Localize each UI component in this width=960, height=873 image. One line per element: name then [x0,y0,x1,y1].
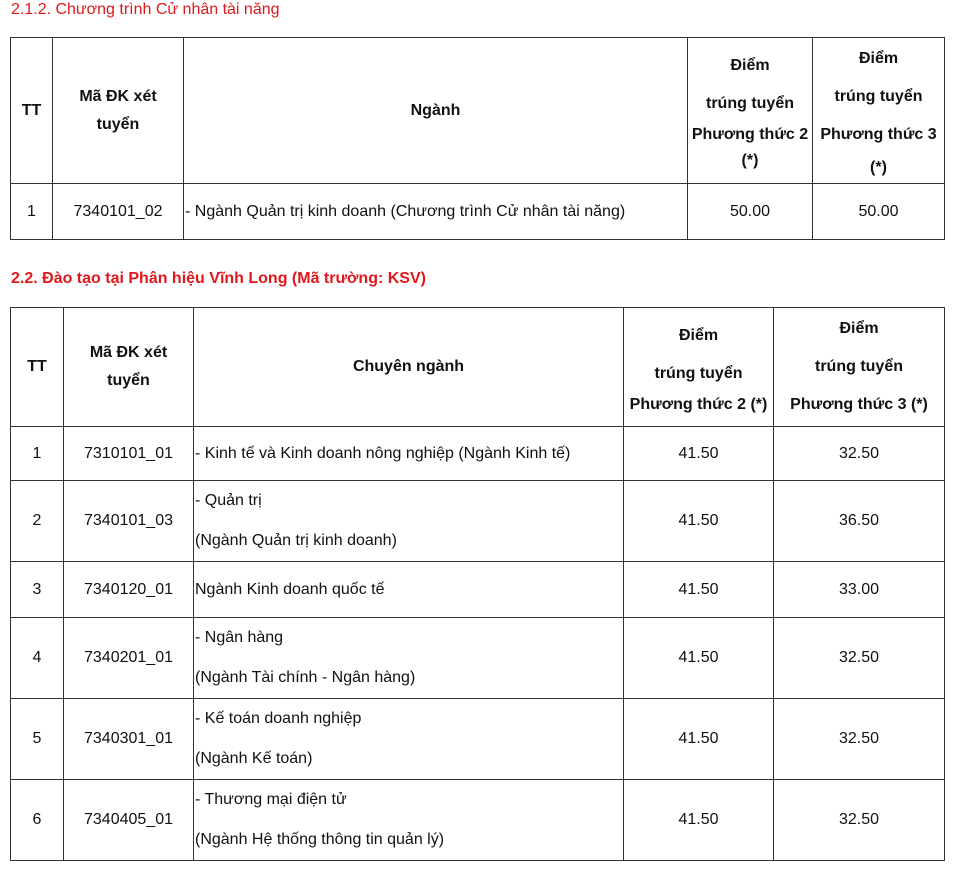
header-line: (*) [741,151,759,169]
major-line: (Ngành Kế toán) [195,750,313,767]
cell-score-method2: 41.50 [624,562,774,618]
major-line: - Ngân hàng [195,629,284,646]
header-line: Điểm [839,320,879,337]
section-heading-talent-program: 2.1.2. Chương trình Cử nhân tài năng [11,1,280,18]
cell-major [194,780,624,861]
table-row [11,780,945,861]
major-line: - Quản trị [195,492,262,509]
header-line: trúng tuyển [706,94,794,112]
cell-score-method2: 41.50 [624,618,774,699]
cell-code: 7310101_01 [64,427,194,481]
cell-score-method3: 32.50 [774,427,945,481]
header-line: Điểm [858,49,899,67]
talent-program-table [10,37,945,240]
cell-tt: 4 [11,618,64,699]
major-line: - Kế toán doanh nghiệp [195,710,362,727]
section-heading-vinh-long: 2.2. Đào tạo tại Phân hiệu Vĩnh Long (Mã trường: KSV) [11,270,426,287]
table-row [11,699,945,780]
header-line: Điểm [678,327,719,344]
header-line: Phương thức 2 (*) [629,396,768,413]
vinh-long-table [10,307,945,861]
header-method2 [688,38,813,184]
cell-score-method3: 33.00 [774,562,945,618]
header-code-line: Mã ĐK xét [79,87,157,105]
header-line: trúng tuyển [654,365,743,382]
cell-code: 7340201_01 [64,618,194,699]
header-code-line: tuyển [96,115,140,133]
header-tt: TT [11,38,53,184]
major-line: - Kinh tế và Kinh doanh nông nghiệp (Ngành Kinh tế) [195,444,571,462]
cell-major [194,562,624,618]
header-code-line: Mã ĐK xét [89,344,168,361]
table-row [11,427,945,481]
cell-code: 7340405_01 [64,780,194,861]
cell-tt: 1 [11,184,53,240]
cell-tt: 1 [11,427,64,481]
table-row [11,481,945,562]
major-line: (Ngành Tài chính - Ngân hàng) [195,669,416,686]
major-line: - Thương mại điện tử [195,791,347,808]
header-line: trúng tuyển [834,87,923,105]
cell-code: 7340301_01 [64,699,194,780]
header-line: Phương thức 3 (*) [790,396,928,413]
cell-tt: 5 [11,699,64,780]
table-row [11,562,945,618]
cell-major: - Ngành Quản trị kinh doanh (Chương trình Cử nhân tài năng) [184,184,688,240]
header-code [53,38,184,184]
cell-score-method3: 36.50 [774,481,945,562]
major-line: (Ngành Hệ thống thông tin quản lý) [195,831,445,848]
cell-score-method3: 50.00 [813,184,945,240]
header-code-line: tuyển [107,372,150,389]
table-header-row [11,308,945,427]
header-line: Phương thức 3 [820,125,937,143]
cell-score-method2: 50.00 [688,184,813,240]
header-major: Ngành [184,38,688,184]
cell-tt: 6 [11,780,64,861]
major-line: (Ngành Quản trị kinh doanh) [195,532,397,549]
cell-score-method2: 41.50 [624,427,774,481]
cell-major [194,699,624,780]
cell-score-method3: 32.50 [774,699,945,780]
table-row [11,184,945,240]
header-line: trúng tuyển [815,358,903,375]
header-method2 [624,308,774,427]
cell-code: 7340120_01 [64,562,194,618]
major-line: Ngành Kinh doanh quốc tế [195,580,385,598]
header-tt: TT [11,308,64,427]
header-code [64,308,194,427]
cell-tt: 3 [11,562,64,618]
cell-score-method3: 32.50 [774,780,945,861]
header-method3 [774,308,945,427]
cell-major [194,481,624,562]
cell-score-method2: 41.50 [624,780,774,861]
header-method3 [813,38,945,184]
cell-code: 7340101_02 [53,184,184,240]
cell-major [194,618,624,699]
table-row [11,618,945,699]
cell-score-method2: 41.50 [624,699,774,780]
header-major: Chuyên ngành [194,308,624,427]
cell-tt: 2 [11,481,64,562]
cell-code: 7340101_03 [64,481,194,562]
cell-score-method2: 41.50 [624,481,774,562]
cell-major [194,427,624,481]
header-line: (*) [870,158,887,176]
table-header-row [11,38,945,184]
header-line: Phương thức 2 [691,125,809,143]
cell-score-method3: 32.50 [774,618,945,699]
header-line: Điểm [730,56,770,74]
